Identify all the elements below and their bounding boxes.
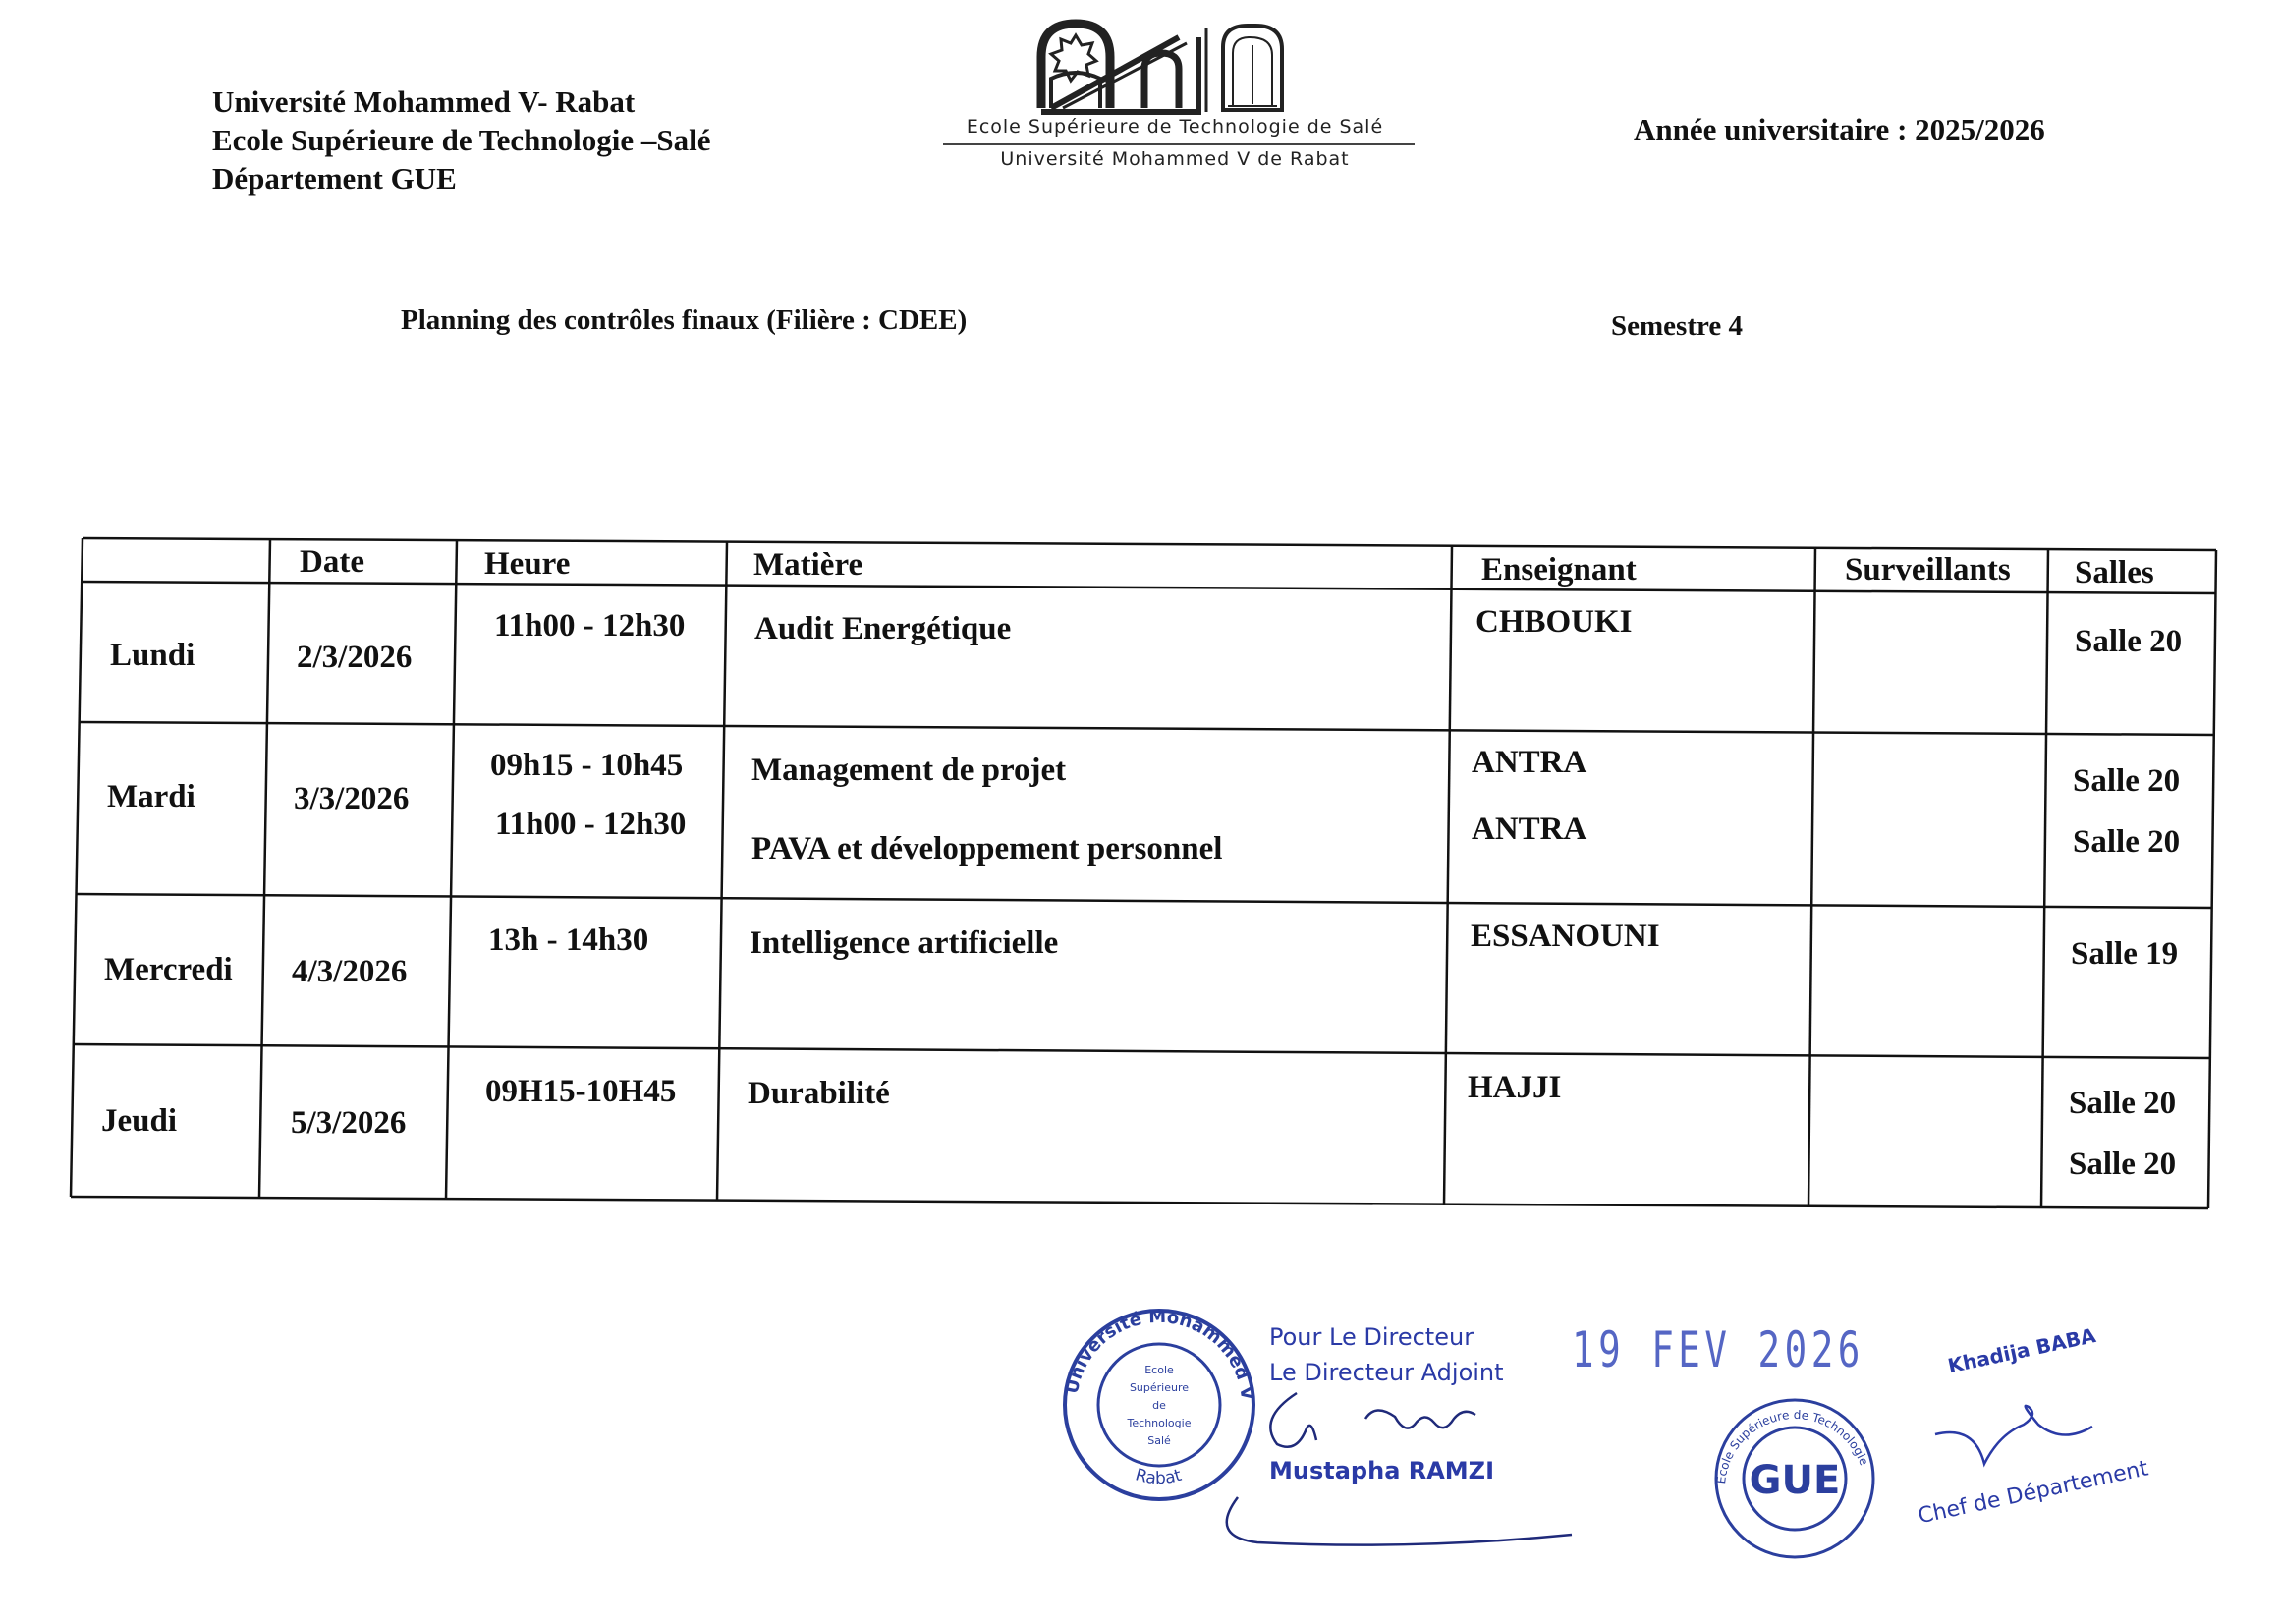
col-header-enseignant: Enseignant bbox=[1481, 552, 1637, 588]
row-date: 2/3/2026 bbox=[297, 640, 413, 675]
department-head-name: Khadija BABA bbox=[1945, 1323, 2098, 1378]
row-day: Mercredi bbox=[104, 952, 233, 987]
row-divider bbox=[76, 894, 2212, 908]
row-subject: Durabilité bbox=[748, 1076, 890, 1111]
row-room: Salle 19 bbox=[2071, 936, 2179, 972]
table-top-border bbox=[83, 538, 2216, 550]
col-divider bbox=[1808, 548, 1815, 1207]
col-divider bbox=[259, 539, 270, 1198]
row-time: 09h15 - 10h45 bbox=[490, 748, 684, 783]
row-date: 3/3/2026 bbox=[294, 781, 410, 816]
col-divider bbox=[2041, 549, 2048, 1208]
row-subject: Intelligence artificielle bbox=[750, 925, 1059, 961]
logo-university-text: Université Mohammed V de Rabat bbox=[1000, 148, 1350, 170]
row-subject: Audit Energétique bbox=[754, 611, 1012, 646]
school-name: Ecole Supérieure de Technologie –Salé bbox=[212, 123, 711, 157]
row-date: 4/3/2026 bbox=[292, 954, 408, 989]
university-name: Université Mohammed V- Rabat bbox=[212, 84, 636, 119]
department-stamp bbox=[1711, 1395, 1878, 1562]
dept-stamp-center: GUE bbox=[1749, 1458, 1841, 1503]
row-day: Lundi bbox=[110, 638, 195, 673]
col-header-matiere: Matière bbox=[753, 547, 863, 583]
row-teacher: ANTRA bbox=[1472, 812, 1587, 847]
date-stamp: 19 FEV 2026 bbox=[1572, 1321, 1864, 1378]
col-divider bbox=[446, 540, 457, 1199]
row-time: 13h - 14h30 bbox=[488, 923, 649, 958]
row-teacher: CHBOUKI bbox=[1475, 604, 1633, 640]
stamp-inner-line: Ecole bbox=[1144, 1364, 1174, 1376]
department-head-signature bbox=[1925, 1395, 2142, 1484]
table-left-border bbox=[71, 538, 83, 1197]
row-teacher: HAJJI bbox=[1468, 1070, 1562, 1105]
col-header-date: Date bbox=[300, 544, 364, 580]
director-signature bbox=[1218, 1389, 1591, 1556]
logo-school-text: Ecole Supérieure de Technologie de Salé bbox=[966, 116, 1384, 138]
table-bottom-border bbox=[71, 1197, 2208, 1208]
row-room: Salle 20 bbox=[2075, 624, 2183, 659]
col-header-salles: Salles bbox=[2075, 555, 2154, 590]
stamp-inner-line: Supérieure bbox=[1129, 1381, 1190, 1394]
dept-stamp-ring-text: Ecole Supérieure de Technologie bbox=[1714, 1407, 1871, 1484]
row-room: Salle 20 bbox=[2069, 1086, 2177, 1121]
row-subject: Management de projet bbox=[751, 753, 1067, 788]
department-name: Département GUE bbox=[212, 161, 457, 196]
stamp-inner-line: Salé bbox=[1147, 1434, 1171, 1447]
department-head-title: Chef de Département bbox=[1916, 1456, 2151, 1530]
row-day: Jeudi bbox=[101, 1103, 178, 1139]
semester-label: Semestre 4 bbox=[1611, 310, 1743, 342]
col-header-heure: Heure bbox=[484, 546, 571, 582]
row-day: Mardi bbox=[107, 779, 195, 814]
director-line1: Pour Le Directeur bbox=[1269, 1323, 1474, 1351]
row-room: Salle 20 bbox=[2073, 763, 2181, 799]
row-subject: PAVA et développement personnel bbox=[751, 831, 1223, 867]
table-right-border bbox=[2208, 550, 2216, 1208]
stamp-ring-text: Université Mohammed V bbox=[1061, 1307, 1257, 1402]
document-title: Planning des contrôles finaux (Filière : CDEE) bbox=[401, 305, 968, 336]
stamp-inner-line: Technologie bbox=[1127, 1417, 1192, 1429]
col-header-surveillants: Surveillants bbox=[1845, 552, 2011, 588]
svg-text:Rabat bbox=[1133, 1465, 1184, 1488]
row-time: 11h00 - 12h30 bbox=[495, 807, 687, 842]
director-line2: Le Directeur Adjoint bbox=[1269, 1359, 1504, 1386]
stamp-inner-line: de bbox=[1152, 1399, 1166, 1412]
academic-year: Année universitaire : 2025/2026 bbox=[1634, 112, 2045, 146]
row-teacher: ESSANOUNI bbox=[1471, 919, 1660, 954]
row-time: 09H15-10H45 bbox=[485, 1074, 677, 1109]
row-room: Salle 20 bbox=[2069, 1147, 2177, 1182]
col-divider bbox=[1444, 546, 1452, 1205]
stamp-bottom-text: Rabat bbox=[1133, 1465, 1185, 1489]
row-divider bbox=[74, 1044, 2210, 1058]
row-date: 5/3/2026 bbox=[291, 1105, 407, 1141]
row-divider bbox=[79, 722, 2214, 735]
director-name: Mustapha RAMZI bbox=[1269, 1457, 1495, 1484]
row-room: Salle 20 bbox=[2073, 824, 2181, 860]
row-teacher: ANTRA bbox=[1472, 745, 1587, 780]
row-time: 11h00 - 12h30 bbox=[494, 608, 686, 644]
col-divider bbox=[717, 542, 727, 1201]
